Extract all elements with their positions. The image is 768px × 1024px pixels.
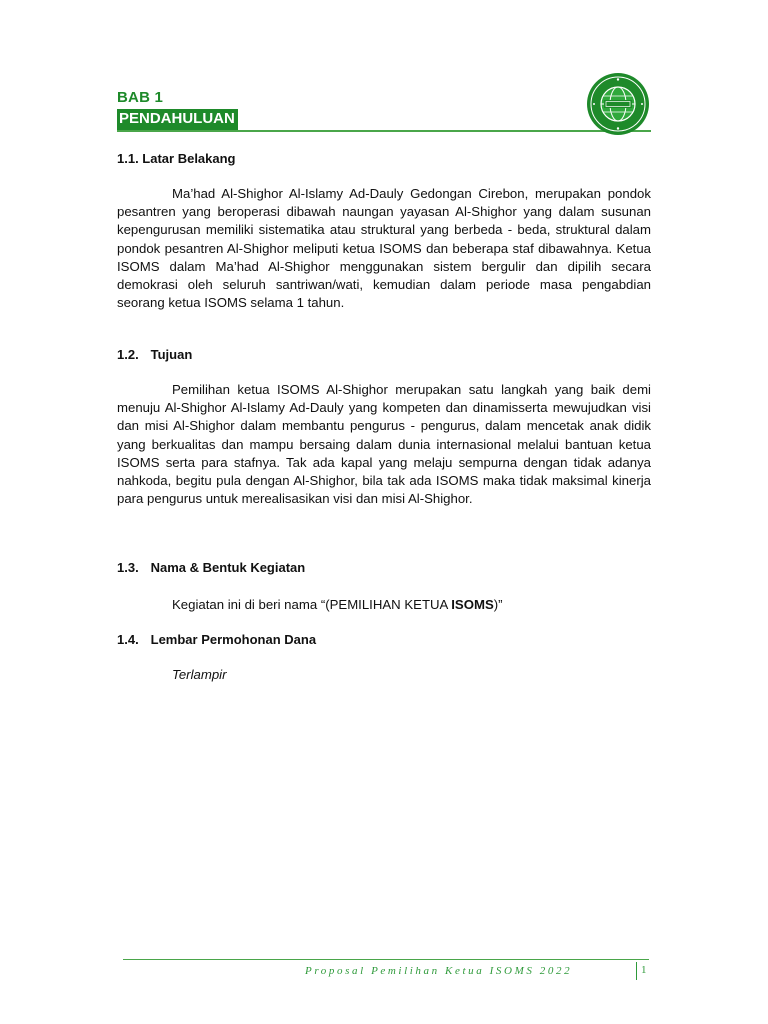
section-title: Lembar Permohonan Dana <box>150 632 317 647</box>
page-number: 1 <box>641 964 647 976</box>
paragraph-tujuan: Pemilihan ketua ISOMS Al-Shighor merupakan satu langkah yang baik demi menuju Al-Shighor Al-Islamy Ad-Dauly yang kompeten dan dinamisserta mewujudkan visi dan misi Al-Shighor dalam membantu pengurus - pengurus, dalam mencetak anak didik yang berkualitas dan mampu bersaing dalam dunia internasional melalui bantuan ketua ISOMS serta para stafnya. Tak ada kapal yang melaju sempurna dengan tidak adanya nahkoda, begitu pula dengan Al-Shighor, bila tak ada ISOMS maka tidak maksimal kinerja para pengurus untuk merealisasikan visi dan misi Al-Shighor. <box>117 382 651 507</box>
footer-divider <box>123 959 649 960</box>
footer-separator <box>636 962 637 980</box>
chapter-title: PENDAHULUAN <box>117 109 238 130</box>
activity-name-prefix: Kegiatan ini di beri nama “(PEMILIHAN KETUA <box>172 597 452 612</box>
section-heading-nama-bentuk-kegiatan <box>117 560 305 575</box>
activity-name-bold: ISOMS <box>451 597 494 612</box>
chapter-number: BAB 1 <box>117 89 164 106</box>
activity-name-suffix: )” <box>493 597 503 612</box>
section-number: 1.4. <box>117 632 139 647</box>
header-divider <box>117 130 651 132</box>
section-title: Tujuan <box>150 347 193 362</box>
section-heading-lembar-permohonan-dana <box>117 632 316 647</box>
section-body-tujuan <box>117 381 651 508</box>
section-body-latar-belakang <box>117 185 651 312</box>
section-number: 1.2. <box>117 347 139 362</box>
paragraph-latar-belakang: Ma’had Al-Shighor Al-Islamy Ad-Dauly Gedongan Cirebon, merupakan pondok pesantren yang beroperasi dibawah naungan yayasan Al-Shighor yang dalam susunan kepengurusan memiliki sistematika atau struktural yang berbeda - beda, struktural dalam pondok pesantren Al-Shighor meliputi ketua ISOMS dan beberapa staf dibawahnya. Ketua ISOMS dalam Ma’had Al-Shighor menggunakan sistem bergulir dan dipilih secara demokrasi oleh seluruh santriwan/wati, kemudian dalam periode masa pengabdian seorang ketua ISOMS selama 1 tahun. <box>117 186 651 311</box>
activity-name-line <box>172 597 503 612</box>
section-number: 1.3. <box>117 560 139 575</box>
section-title: Nama & Bentuk Kegiatan <box>150 560 306 575</box>
globe-emblem-icon <box>586 72 650 136</box>
section-heading-tujuan <box>117 347 192 362</box>
section-heading-latar-belakang: 1.1. Latar Belakang <box>117 151 236 166</box>
attachment-note: Terlampir <box>172 667 227 682</box>
footer-title: Proposal Pemilihan Ketua ISOMS 2022 <box>305 965 573 977</box>
